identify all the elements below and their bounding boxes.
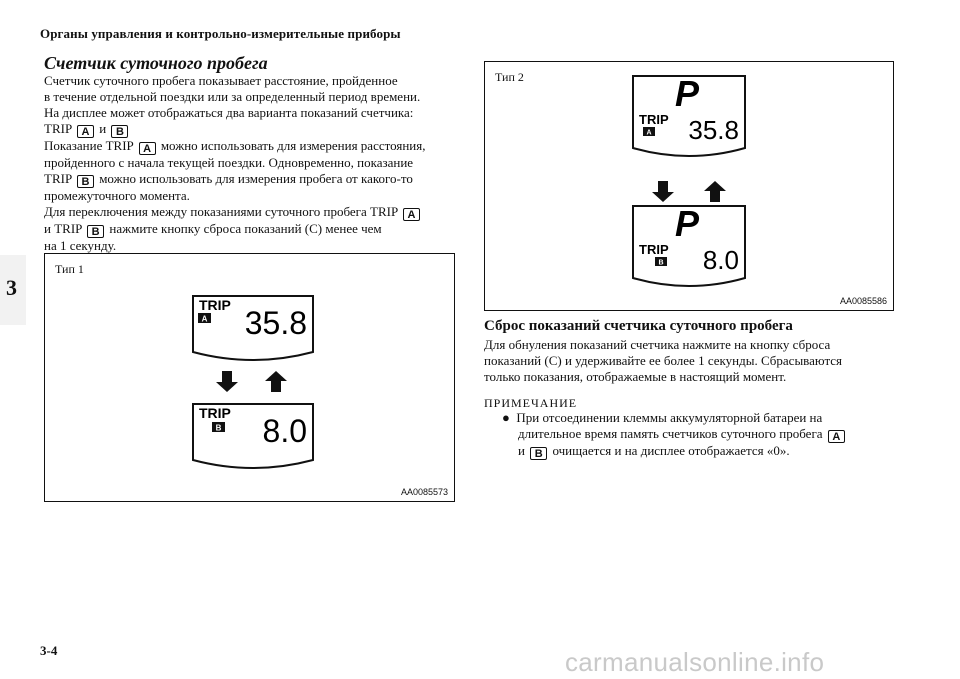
text-line — [44, 204, 464, 221]
text-line: показаний (C) и удерживайте ее более 1 секунды. Сбрасываются — [484, 353, 843, 368]
text-line: Для обнуления показаний счетчика нажмите на кнопку сброса — [484, 337, 831, 352]
text-fragment: можно использовать для измерения пробега от какого-то — [99, 171, 413, 186]
trip-a-key-icon: A — [828, 430, 845, 443]
odometer-value: 35.8 — [244, 305, 307, 341]
arrow-down-icon — [216, 371, 238, 392]
note-label: ПРИМЕЧАНИЕ — [484, 396, 578, 410]
trip-a-key-icon: A — [77, 125, 94, 138]
text-fragment: и TRIP — [44, 221, 82, 236]
text-line: на 1 секунду. — [44, 238, 117, 253]
bullet-icon: ● — [502, 410, 510, 425]
trip-label: TRIP — [639, 242, 669, 257]
watermark: carmanualsonline.info — [565, 647, 825, 677]
figure-type-2 — [484, 61, 894, 311]
trip-label: TRIP — [639, 112, 669, 127]
gear-indicator: P — [674, 203, 700, 244]
display-trip-b — [633, 203, 745, 286]
trip-b-key-icon: B — [87, 225, 104, 238]
text-fragment: TRIP — [44, 121, 72, 136]
text-line — [502, 426, 902, 443]
page-number: 3-4 — [40, 643, 58, 658]
figure-code: AA0085586 — [839, 296, 887, 306]
trip-b-badge-letter: B — [215, 423, 222, 433]
text-line: На дисплее может отображаться два варианта показаний счетчика: — [44, 105, 414, 120]
text-line: промежуточного момента. — [44, 188, 190, 203]
section-title: Счетчик суточного пробега — [44, 53, 268, 73]
type2-illustration — [485, 62, 895, 312]
figure-code: AA0085573 — [400, 487, 448, 497]
display-trip-b — [193, 404, 313, 468]
reset-text — [484, 337, 904, 385]
trip-b-key-icon: B — [111, 125, 128, 138]
text-line: Счетчик суточного пробега показывает расстояние, пройденное — [44, 73, 398, 88]
odometer-value: 8.0 — [702, 245, 739, 275]
note-bullet-line — [502, 410, 902, 426]
text-line — [44, 171, 464, 188]
figure-type-label: Тип 2 — [495, 70, 524, 84]
note-text — [502, 410, 902, 460]
arrow-up-icon — [704, 181, 726, 202]
display-trip-a — [193, 296, 313, 360]
text-fragment: и — [518, 443, 525, 458]
text-fragment: можно использовать для измерения расстояния, — [160, 138, 426, 153]
reset-section-title: Сброс показаний счетчика суточного пробега — [484, 318, 793, 334]
text-fragment: очищается и на дисплее отображается «0». — [552, 443, 790, 458]
chapter-number: 3 — [6, 275, 17, 300]
gear-indicator: P — [674, 73, 700, 114]
odometer-value: 35.8 — [688, 115, 739, 145]
text-fragment: и — [99, 121, 107, 136]
page-header: Органы управления и контрольно-измерительные приборы — [40, 26, 401, 41]
trip-a-badge-letter: A — [201, 314, 208, 324]
text-fragment: Показание TRIP — [44, 138, 134, 153]
trip-a-badge-letter: A — [646, 129, 652, 137]
text-fragment: длительное время память счетчиков суточного пробега — [518, 426, 823, 441]
trip-b-key-icon: B — [77, 175, 94, 188]
trip-counter-text — [44, 73, 464, 254]
text-fragment: нажмите кнопку сброса показаний (C) менее чем — [109, 221, 382, 236]
display-trip-a — [633, 73, 745, 156]
trip-a-key-icon: A — [139, 142, 156, 155]
text-fragment: Для переключения между показаниями суточного пробега TRIP — [44, 204, 398, 219]
arrow-up-icon — [265, 371, 287, 392]
figure-type-1 — [44, 253, 455, 502]
text-line — [502, 443, 902, 460]
text-line — [44, 138, 464, 155]
odometer-value: 8.0 — [262, 413, 307, 449]
text-line: только показания, отображаемые в настоящий момент. — [484, 369, 787, 384]
arrow-down-icon — [652, 181, 674, 202]
text-line — [44, 221, 464, 238]
text-line — [44, 121, 464, 138]
text-fragment: При отсоединении клеммы аккумуляторной батареи на — [516, 410, 823, 425]
trip-b-key-icon: B — [530, 447, 547, 460]
text-line: пройденного с начала текущей поездки. Одновременно, показание — [44, 155, 414, 170]
text-line: в течение отдельной поездки или за определенный период времени. — [44, 89, 421, 104]
trip-label: TRIP — [199, 297, 231, 313]
trip-b-badge-letter: B — [658, 259, 664, 267]
type1-illustration — [45, 254, 456, 503]
text-fragment: TRIP — [44, 171, 72, 186]
figure-type-label: Тип 1 — [55, 262, 84, 276]
trip-a-key-icon: A — [403, 208, 420, 221]
trip-label: TRIP — [199, 405, 231, 421]
